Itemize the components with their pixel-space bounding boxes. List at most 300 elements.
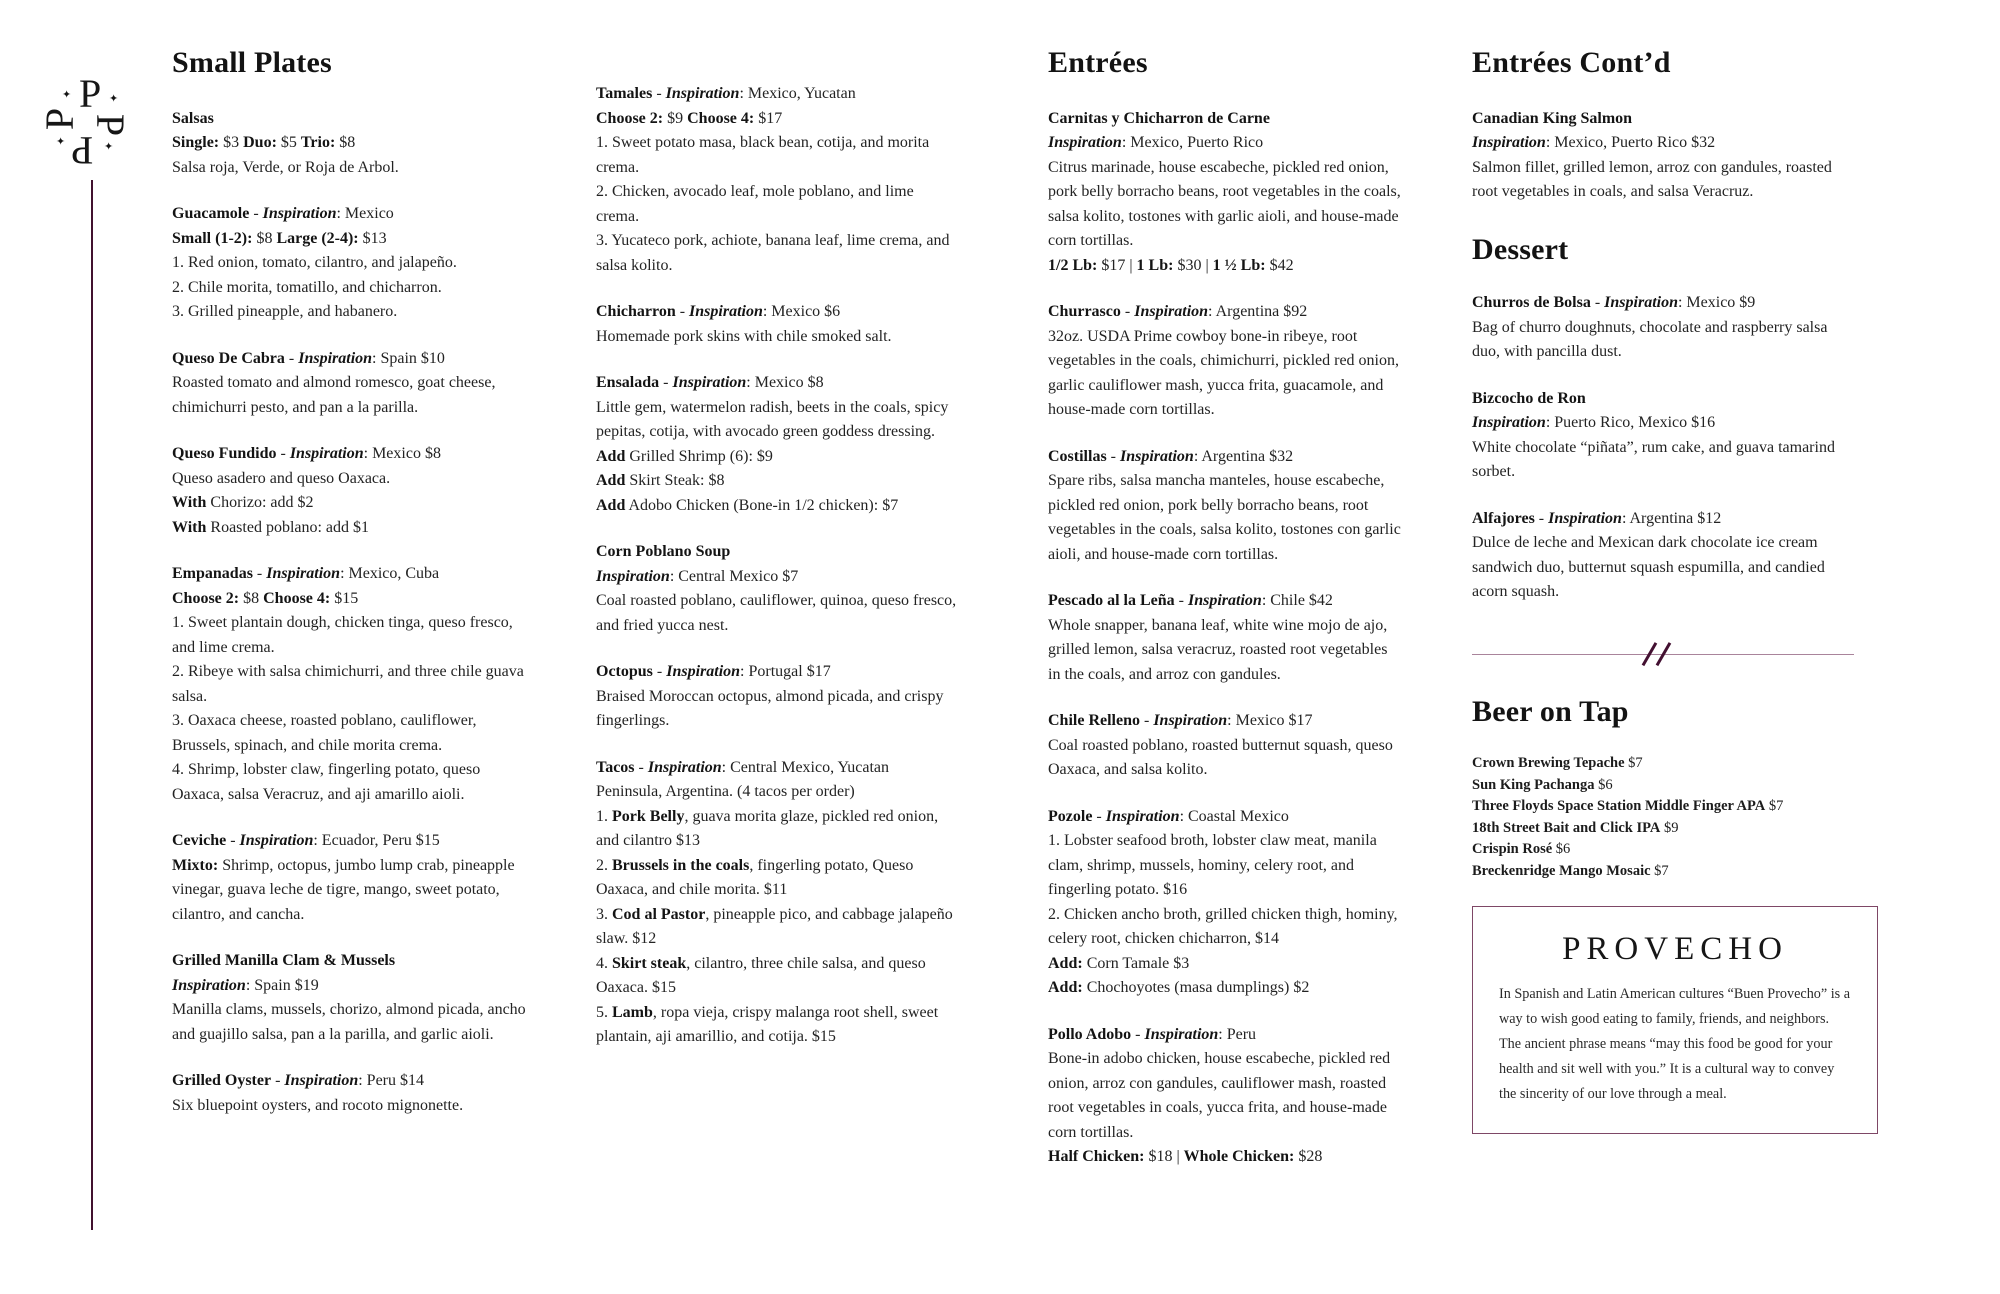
beer-price: $6: [1594, 776, 1613, 793]
text-segment: Inspiration: [1120, 447, 1194, 465]
menu-item-line: [596, 589, 958, 638]
column-blocks: [172, 107, 532, 1119]
text-segment: Empanadas: [172, 565, 253, 582]
text-segment: : Argentina $12: [1621, 509, 1722, 527]
menu-item-line: [1048, 614, 1402, 688]
text-segment: Inspiration: [672, 374, 747, 391]
text-segment: : Mexico, Puerto Rico: [1121, 134, 1264, 151]
text-segment: Mixto:: [172, 856, 219, 874]
text-segment: Six bluepoint oysters, and rocoto mignonette.: [172, 1096, 464, 1114]
star-icon: ✦: [56, 135, 66, 148]
beer-name: Breckenridge Mango Mosaic: [1472, 862, 1651, 879]
text-segment: Cod al Pastor: [612, 905, 706, 923]
menu-item-line: [1048, 1145, 1402, 1170]
text-segment: Roasted poblano: add $1: [206, 518, 370, 536]
menu-item-line: [172, 998, 532, 1047]
menu-item-line: [1472, 411, 1854, 436]
menu-item-line: [172, 202, 532, 227]
menu-item-line: [172, 758, 532, 807]
menu-item-line: [596, 131, 958, 180]
text-segment: 4.: [596, 954, 612, 972]
menu-item-line: [1472, 156, 1854, 205]
menu-item-line: [1472, 531, 1854, 605]
text-segment: Queso De Cabra: [172, 349, 285, 367]
text-segment: : Mexico $9: [1677, 294, 1756, 311]
text-segment: 1/2 Lb:: [1048, 256, 1098, 274]
menu-item-line: [1048, 156, 1402, 254]
text-segment: Churrasco: [1048, 303, 1121, 320]
text-segment: Large (2-4):: [276, 229, 359, 247]
section-heading-entrees: Entrées: [1048, 46, 1148, 79]
menu-item-alfajores: [1472, 507, 1854, 605]
text-segment: $13: [358, 229, 387, 247]
text-segment: Bag of churro doughnuts, chocolate and raspberry salsa duo, with pancilla dust.: [1472, 318, 1828, 360]
text-segment: Churros de Bolsa: [1472, 294, 1591, 311]
menu-item-line: [172, 660, 532, 709]
menu-item-line: [172, 611, 532, 660]
text-segment: 3. Oaxaca cheese, roasted poblano, cauliflower, Brussels, spinach, and chile morita crema.: [172, 712, 477, 754]
text-segment: Inspiration: [1048, 134, 1122, 151]
menu-item-bizcocho-de-ron: [1472, 387, 1854, 485]
section-heading-small-plates: Small Plates: [172, 46, 332, 79]
menu-item-line: [1048, 1023, 1402, 1048]
text-segment: Grilled Oyster: [172, 1072, 272, 1089]
text-segment: Inspiration: [1153, 712, 1228, 729]
text-segment: Tamales: [596, 85, 653, 102]
menu-item-line: [1472, 291, 1854, 316]
beer-item: [1472, 775, 1854, 797]
text-segment: , ropa vieja, crispy malanga root shell, sweet plantain, aji amarillio, and cotija. $15: [596, 1003, 939, 1045]
text-segment: 2. Chicken ancho broth, grilled chicken thigh, hominy, celery root, chicken chicharron, $14: [1048, 905, 1398, 947]
provecho-title: PROVECHO: [1562, 931, 1788, 967]
text-segment: 1. Lobster seafood broth, lobster claw meat, manila clam, shrimp, mussels, hominy, celery root, and fingerling potato. $16: [1048, 832, 1377, 898]
text-segment: Shrimp, octopus, jumbo lump crab, pineapple vinegar, guava leche de tigre, mango, sweet potato, cilantro, and cancha.: [172, 856, 515, 923]
text-segment: Add: [596, 496, 626, 514]
text-segment: 3. Grilled pineapple, and habanero.: [172, 303, 398, 320]
menu-item-line: [1048, 254, 1402, 279]
menu-item-line: [1472, 316, 1854, 365]
text-segment: 2.: [596, 856, 612, 874]
menu-item-line: [596, 1001, 958, 1050]
text-segment: Choose 4:: [687, 109, 755, 127]
menu-item-line: [1048, 589, 1402, 614]
menu-item-line: [596, 82, 958, 107]
menu-item-line: [1048, 903, 1402, 952]
text-segment: -: [252, 565, 267, 582]
text-segment: -: [1590, 294, 1605, 311]
menu-item-line: [596, 952, 958, 1001]
beer-name: Sun King Pachanga: [1472, 776, 1595, 793]
text-segment: Inspiration: [1604, 294, 1678, 311]
beer-price: $7: [1765, 798, 1784, 814]
menu-item-empanadas: [172, 562, 532, 807]
text-segment: -: [1534, 509, 1549, 527]
text-segment: 2. Chile morita, tomatillo, and chicharron.: [172, 278, 442, 296]
text-segment: Queso asadero and queso Oaxaca.: [172, 469, 391, 487]
menu-item-line: [172, 491, 532, 516]
text-segment: Inspiration: [647, 758, 722, 776]
text-segment: Inspiration: [666, 663, 741, 680]
section-heading-dessert: Dessert: [1472, 232, 1569, 266]
text-segment: -: [1120, 303, 1135, 320]
text-segment: Carnitas y Chicharron de Carne: [1048, 109, 1270, 127]
menu-item-octopus: [596, 660, 958, 734]
text-segment: -: [1131, 1025, 1145, 1043]
text-segment: Choose 2:: [172, 589, 240, 607]
text-segment: Coal roasted poblano, roasted butternut squash, queso Oaxaca, and salsa kolito.: [1048, 736, 1393, 778]
text-segment: Inspiration: [689, 303, 763, 320]
menu-item-chile-relleno: [1048, 709, 1402, 783]
beer-price: $6: [1552, 841, 1571, 857]
menu-item-line: [596, 756, 958, 805]
text-segment: Ensalada: [596, 374, 660, 391]
text-segment: Roasted tomato and almond romesco, goat cheese, chimichurri pesto, and pan a la parilla.: [172, 374, 496, 416]
provecho-box: [1472, 906, 1878, 1134]
beer-list: [1472, 753, 1854, 882]
text-segment: Grilled Manilla Clam & Mussels: [172, 952, 396, 969]
menu-item-line: [1472, 507, 1854, 532]
text-segment: , pineapple pico, and cabbage jalapeño slaw. $12: [596, 905, 953, 947]
text-segment: $17 |: [1097, 256, 1137, 274]
logo-letter-p-east: P: [88, 113, 134, 137]
text-segment: $42: [1265, 256, 1294, 274]
menu-item-guacamole: [172, 202, 532, 325]
text-segment: Small (1-2):: [172, 229, 253, 247]
text-segment: $9: [663, 109, 688, 127]
text-segment: Inspiration: [1105, 807, 1180, 825]
text-segment: : Mexico $8: [363, 445, 441, 462]
menu-item-line: [596, 445, 958, 470]
text-segment: $15: [330, 589, 359, 607]
column-small-plates: [172, 46, 532, 1140]
text-segment: -: [1092, 807, 1106, 825]
text-segment: 3. Yucateco pork, achiote, banana leaf, lime crema, and salsa kolito.: [596, 232, 950, 274]
brand-logo: [37, 71, 134, 173]
menu-item-line: [1472, 107, 1854, 132]
menu-item-line: [596, 685, 958, 734]
menu-item-line: [172, 442, 532, 467]
beer-name: Crispin Rosé: [1472, 841, 1553, 857]
text-segment: $3: [219, 134, 244, 151]
text-segment: Salmon fillet, grilled lemon, arroz con gandules, roasted root vegetables in coals, and salsa Veracruz.: [1472, 158, 1832, 200]
text-segment: With: [172, 494, 207, 511]
section-heading-entrees-contd: Entrées Cont’d: [1472, 46, 1671, 79]
text-segment: Whole Chicken:: [1183, 1148, 1295, 1165]
text-segment: 5.: [596, 1003, 612, 1021]
text-segment: : Ecuador, Peru $15: [313, 832, 440, 849]
text-segment: Pollo Adobo: [1048, 1025, 1132, 1043]
menu-item-churros-de-bolsa: [1472, 291, 1854, 365]
text-segment: Corn Poblano Soup: [596, 543, 731, 560]
beer-item: [1472, 796, 1854, 818]
column-entrees: [1048, 46, 1402, 1192]
text-segment: -: [1174, 592, 1188, 609]
text-segment: Inspiration: [1134, 303, 1209, 320]
column-blocks: [596, 82, 958, 1050]
text-segment: Chicharron: [596, 303, 676, 320]
menu-item-line: [172, 1069, 532, 1094]
menu-item-line: [596, 494, 958, 519]
text-segment: : Central Mexico $7: [669, 567, 799, 585]
text-segment: -: [226, 832, 240, 849]
text-segment: Citrus marinade, house escabeche, pickled red onion, pork belly borracho beans, root vegetables in the coals, salsa kolito, tostones with garlic aioli, and house-made corn tortillas.: [1048, 158, 1401, 249]
text-segment: 1. Sweet potato masa, black bean, cotija, and morita crema.: [596, 134, 930, 176]
logo-letter-p-west: P: [37, 107, 83, 131]
menu-item-line: [1048, 734, 1402, 783]
text-segment: Half Chicken:: [1048, 1148, 1145, 1165]
menu-item-line: [172, 587, 532, 612]
text-segment: Manilla clams, mussels, chorizo, almond picada, ancho and guajillo salsa, pan a la parilla, and garlic aioli.: [172, 1001, 526, 1043]
text-segment: Salsas: [172, 109, 214, 127]
text-segment: Alfajores: [1472, 509, 1535, 527]
menu-item-queso-fundido: [172, 442, 532, 540]
text-segment: Homemade pork skins with chile smoked salt.: [596, 327, 892, 345]
text-segment: $28: [1294, 1148, 1323, 1165]
text-segment: : Coastal Mexico: [1179, 807, 1289, 825]
beer-item: [1472, 861, 1854, 883]
text-segment: : Central Mexico, Yucatan Peninsula, Argentina. (4 tacos per order): [596, 758, 890, 800]
text-segment: $8: [239, 589, 264, 607]
text-segment: $8: [335, 134, 356, 151]
menu-item-queso-de-cabra: [172, 347, 532, 421]
text-segment: : Spain $10: [372, 349, 445, 367]
menu-item-tacos: [596, 756, 958, 1050]
text-segment: : Argentina $32: [1193, 447, 1294, 465]
text-segment: Coal roasted poblano, cauliflower, quinoa, queso fresco, and fried yucca nest.: [596, 592, 957, 634]
text-segment: -: [634, 758, 648, 776]
text-segment: Chochoyotes (masa dumplings) $2: [1082, 979, 1310, 996]
text-segment: Ceviche: [172, 832, 227, 849]
text-segment: Corn Tamale $3: [1082, 954, 1190, 972]
text-segment: Inspiration: [1472, 134, 1546, 151]
menu-item-costillas: [1048, 445, 1402, 568]
text-segment: Duo:: [243, 134, 277, 151]
menu-item-line: [172, 1094, 532, 1119]
text-segment: Inspiration: [284, 1072, 359, 1089]
text-segment: Inspiration: [596, 567, 670, 585]
beer-item: [1472, 753, 1854, 775]
menu-item-line: [1048, 829, 1402, 903]
menu-item-grilled-oyster: [172, 1069, 532, 1118]
section-divider: [1472, 641, 1854, 667]
text-segment: Inspiration: [1472, 414, 1546, 431]
text-segment: Chorizo: add $2: [206, 494, 314, 511]
menu-item-line: [596, 325, 958, 350]
text-segment: Choose 2:: [596, 109, 664, 127]
menu-item-ceviche: [172, 829, 532, 927]
beer-price: $7: [1650, 862, 1669, 879]
menu-item-line: [596, 565, 958, 590]
menu-item-line: [1472, 131, 1854, 156]
menu-item-line: [172, 131, 532, 156]
text-segment: Trio:: [300, 134, 336, 151]
provecho-text: In Spanish and Latin American cultures “Buen Provecho” is a way to wish good eating to family, friends, and neighbors. The ancient phrase means “may this food be good for your health and sit well with you.” It is a cultural way to convey the sincerity of our love through a meal.: [1499, 986, 1851, 1102]
column-blocks: [1472, 107, 1854, 1135]
text-segment: 1. Red onion, tomato, cilantro, and jalapeño.: [172, 254, 457, 271]
text-segment: : Mexico $17: [1227, 712, 1313, 729]
menu-item-line: [172, 371, 532, 420]
text-segment: -: [249, 205, 263, 222]
text-segment: Brussels in the coals: [612, 856, 750, 874]
text-segment: Inspiration: [266, 565, 341, 582]
beer-price: $9: [1660, 819, 1679, 836]
menu-item-line: [1048, 300, 1402, 325]
text-segment: $8: [252, 229, 277, 247]
text-segment: $17: [754, 109, 783, 127]
menu-item-pozole: [1048, 805, 1402, 1001]
menu-item-ensalada: [596, 371, 958, 518]
text-segment: 1 ½ Lb:: [1212, 256, 1266, 274]
text-segment: 32oz. USDA Prime cowboy bone-in ribeye, root vegetables in the coals, chimichurri, pickled red onion, garlic cauliflower mash, yucca frita, guacamole, and house-made corn tortillas.: [1048, 327, 1399, 418]
text-segment: Single:: [172, 134, 220, 151]
text-segment: Skirt steak: [612, 954, 687, 972]
menu-item-line: [596, 396, 958, 445]
text-segment: 2. Ribeye with salsa chimichurri, and three chile guava salsa.: [172, 663, 524, 705]
menu-item-chicharron: [596, 300, 958, 349]
column-middle: [596, 82, 958, 1072]
menu-item-salsas: [172, 107, 532, 181]
menu-item-line: [172, 347, 532, 372]
text-segment: Chile Relleno: [1048, 712, 1140, 729]
column-entrees-contd: [1472, 46, 1854, 1134]
menu-item-line: [596, 107, 958, 132]
text-segment: -: [1106, 447, 1120, 465]
text-segment: : Mexico $6: [762, 303, 841, 320]
menu-item-line: [596, 540, 958, 565]
text-segment: Inspiration: [298, 349, 373, 367]
menu-item-line: [172, 156, 532, 181]
text-segment: Salsa roja, Verde, or Roja de Arbol.: [172, 158, 399, 176]
menu-item-line: [596, 180, 958, 229]
text-segment: -: [652, 663, 667, 680]
menu-item-pescado-al-la-lena: [1048, 589, 1402, 687]
menu-item-line: [172, 227, 532, 252]
menu-item-tamales: [596, 82, 958, 278]
text-segment: Octopus: [596, 663, 653, 680]
text-segment: : Argentina $92: [1208, 303, 1308, 320]
text-segment: Pescado al la Leña: [1048, 592, 1175, 609]
text-segment: 1.: [596, 807, 612, 825]
text-segment: $5: [276, 134, 301, 151]
text-segment: Inspiration: [239, 832, 314, 849]
text-segment: , guava morita glaze, pickled red onion, and cilantro $13: [596, 807, 939, 849]
text-segment: Adobo Chicken (Bone-in 1/2 chicken): $7: [625, 496, 899, 514]
text-segment: Add: [596, 472, 626, 489]
text-segment: Pork Belly: [612, 807, 685, 825]
text-segment: -: [284, 349, 299, 367]
menu-item-line: [1048, 709, 1402, 734]
menu-item-carnitas-y-chicharron-de-carne: [1048, 107, 1402, 279]
text-segment: Inspiration: [262, 205, 337, 222]
text-segment: : Mexico, Cuba: [340, 565, 440, 582]
text-segment: -: [1140, 712, 1154, 729]
menu-item-line: [1048, 445, 1402, 470]
menu-item-line: [1048, 469, 1402, 567]
menu-item-line: [172, 276, 532, 301]
text-segment: -: [659, 374, 673, 391]
text-segment: Inspiration: [1144, 1025, 1219, 1043]
menu-item-line: [1048, 976, 1402, 1001]
text-segment: Little gem, watermelon radish, beets in the coals, spicy pepitas, cotija, with avocado green goddess dressing.: [596, 398, 949, 440]
text-segment: Queso Fundido: [172, 445, 277, 462]
text-segment: -: [271, 1072, 285, 1089]
left-accent-rule: [91, 180, 93, 1230]
text-segment: Braised Moroccan octopus, almond picada, and crispy fingerlings.: [596, 687, 944, 729]
text-segment: : Puerto Rico, Mexico $16: [1545, 414, 1716, 431]
menu-item-line: [1472, 436, 1854, 485]
text-segment: 1 Lb:: [1136, 256, 1174, 274]
menu-item-line: [172, 949, 532, 974]
text-segment: Choose 4:: [263, 589, 331, 607]
menu-item-line: [1048, 107, 1402, 132]
menu-item-line: [172, 854, 532, 928]
text-segment: : Mexico, Yucatan: [739, 85, 856, 102]
column-blocks: [1048, 107, 1402, 1170]
text-segment: Add:: [1048, 979, 1083, 996]
text-segment: Inspiration: [665, 85, 740, 102]
text-segment: Spare ribs, salsa mancha manteles, house escabeche, pickled red onion, pork belly borracho beans, root vegetables in the coals, salsa kolito, tostones con garlic aioli, and house-made corn tortillas.: [1048, 472, 1401, 563]
beer-item: [1472, 818, 1854, 840]
text-segment: Inspiration: [1548, 509, 1622, 527]
text-segment: : Mexico, Puerto Rico $32: [1545, 134, 1716, 151]
text-segment: -: [276, 445, 290, 462]
menu-item-line: [1048, 805, 1402, 830]
text-segment: , fingerling potato, Queso Oaxaca, and chile morita. $11: [596, 856, 914, 898]
menu-item-line: [596, 229, 958, 278]
text-segment: Dulce de leche and Mexican dark chocolate ice cream sandwich duo, butternut squash espumilla, and candied acorn squash.: [1472, 534, 1825, 600]
text-segment: Tacos: [596, 758, 635, 776]
menu-item-line: [1472, 387, 1854, 412]
text-segment: , cilantro, three chile salsa, and queso Oaxaca. $15: [596, 954, 926, 996]
menu-item-corn-poblano-soup: [596, 540, 958, 638]
star-icon: ✦: [109, 92, 119, 105]
text-segment: Whole snapper, banana leaf, white wine mojo de ajo, grilled lemon, salsa veracruz, roasted root vegetables in the coals, and arroz con gandules.: [1048, 616, 1388, 683]
menu-item-grilled-manilla-clam-mussels: [172, 949, 532, 1047]
menu-item-line: [1048, 325, 1402, 423]
text-segment: : Chile $42: [1261, 592, 1333, 609]
menu-item-line: [596, 469, 958, 494]
menu-item-line: [172, 251, 532, 276]
text-segment: Add: [596, 447, 626, 465]
menu-item-pollo-adobo: [1048, 1023, 1402, 1170]
text-segment: : Mexico: [336, 205, 394, 222]
text-segment: Add:: [1048, 954, 1083, 972]
text-segment: 2. Chicken, avocado leaf, mole poblano, and lime crema.: [596, 183, 914, 225]
text-segment: : Spain $19: [245, 976, 319, 994]
text-segment: $18 |: [1144, 1148, 1184, 1165]
beer-item: [1472, 839, 1854, 861]
text-segment: -: [675, 303, 690, 320]
beer-price: $7: [1624, 755, 1643, 771]
text-segment: -: [652, 85, 666, 102]
menu-item-line: [596, 660, 958, 685]
text-segment: Inspiration: [289, 445, 364, 462]
beer-name: 18th Street Bait and Click IPA: [1472, 819, 1661, 836]
beer-name: Crown Brewing Tepache: [1472, 755, 1625, 771]
menu-item-line: [596, 854, 958, 903]
beer-name: Three Floyds Space Station Middle Finger APA: [1472, 798, 1766, 814]
text-segment: Canadian King Salmon: [1472, 109, 1633, 127]
menu-item-line: [172, 562, 532, 587]
menu-item-line: [1048, 952, 1402, 977]
menu-item-line: [172, 829, 532, 854]
menu-item-churrasco: [1048, 300, 1402, 423]
text-segment: White chocolate “piñata”, rum cake, and guava tamarind sorbet.: [1472, 438, 1835, 480]
text-segment: Pozole: [1048, 807, 1093, 825]
text-segment: : Portugal $17: [740, 663, 831, 680]
section-heading-beer-on-tap: Beer on Tap: [1472, 694, 1629, 728]
menu-item-line: [596, 300, 958, 325]
